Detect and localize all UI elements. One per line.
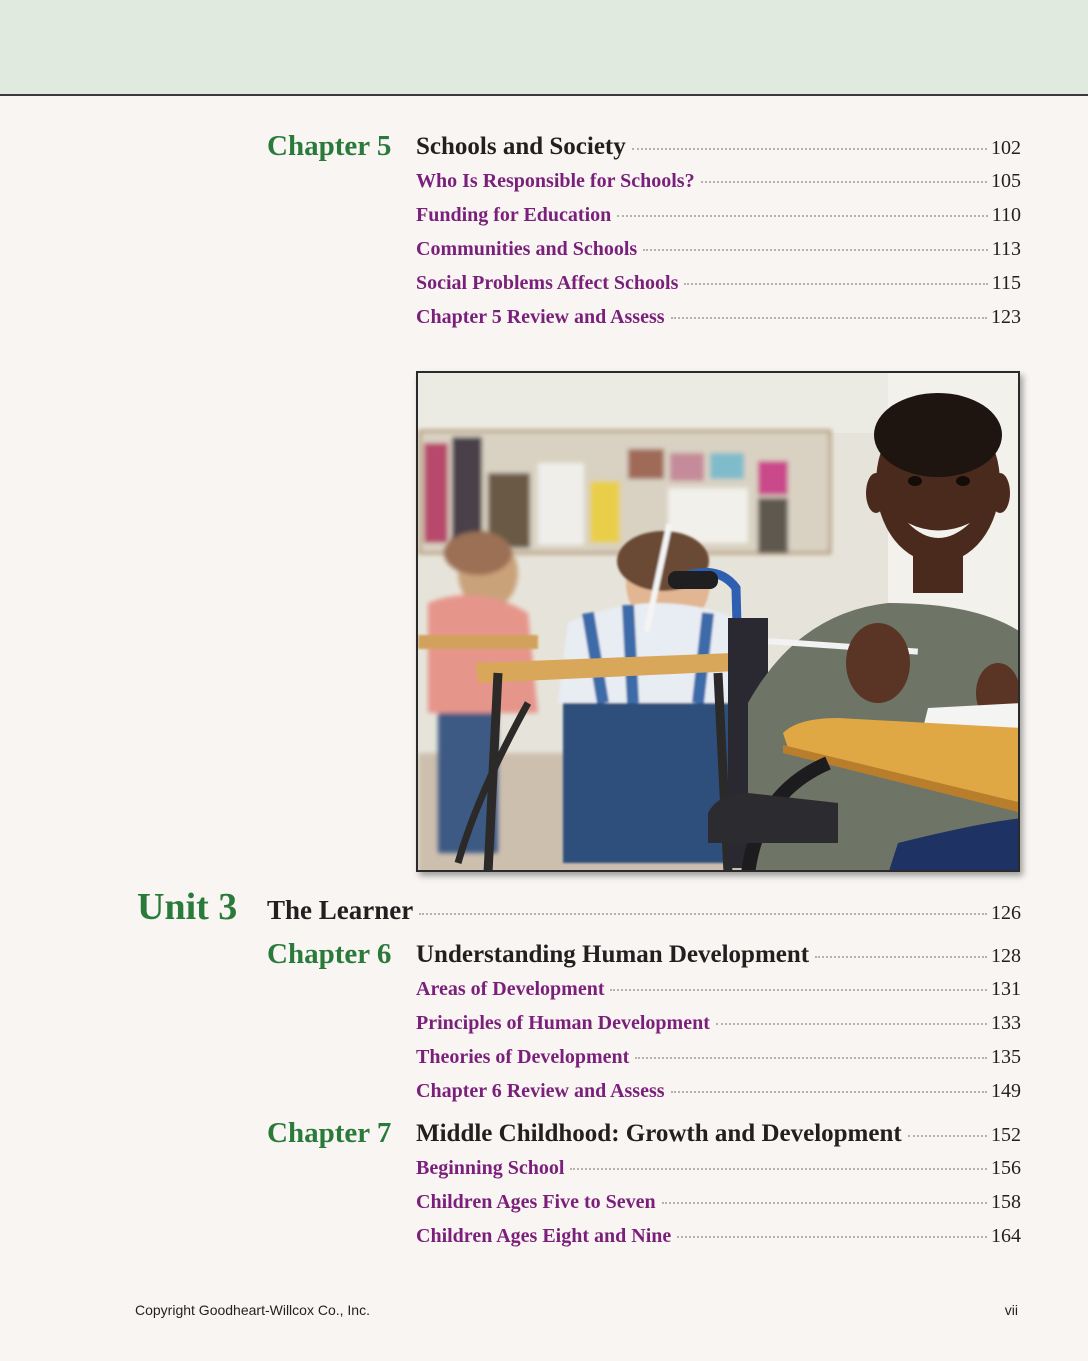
toc-entry-chapter-5[interactable] — [416, 133, 1021, 161]
classroom-photo-illustration — [418, 373, 1020, 872]
dot-leader — [635, 1057, 987, 1059]
dot-leader — [671, 317, 987, 319]
chapter-title: Understanding Human Development — [416, 941, 810, 968]
section-title: Areas of Development — [416, 978, 605, 1000]
copyright-notice: Copyright Goodheart-Willcox Co., Inc. — [135, 1302, 370, 1318]
dot-leader — [662, 1202, 987, 1204]
section-title: Beginning School — [416, 1157, 565, 1179]
page-number: 126 — [991, 902, 1021, 924]
dot-leader — [610, 989, 987, 991]
toc-entry-section[interactable] — [416, 978, 1021, 1001]
dot-leader — [908, 1135, 987, 1137]
chapter-7-label: Chapter 7 — [267, 1117, 392, 1149]
page-number: 164 — [991, 1225, 1021, 1247]
dot-leader — [815, 956, 987, 958]
section-title: Chapter 5 Review and Assess — [416, 306, 665, 328]
toc-entry-section[interactable] — [416, 170, 1021, 193]
chapter-title: Schools and Society — [416, 133, 626, 160]
header-band — [0, 0, 1088, 96]
chapter-title: Middle Childhood: Growth and Development — [416, 1120, 902, 1147]
page-number: 135 — [991, 1046, 1021, 1068]
page-number: 152 — [991, 1124, 1021, 1146]
page-number: 131 — [991, 978, 1021, 1000]
page-number: 102 — [991, 137, 1021, 159]
section-title: Children Ages Five to Seven — [416, 1191, 656, 1213]
toc-entry-section[interactable] — [416, 1157, 1021, 1180]
section-title: Chapter 6 Review and Assess — [416, 1080, 665, 1102]
section-title: Social Problems Affect Schools — [416, 272, 679, 294]
toc-entry-section[interactable] — [416, 204, 1021, 227]
dot-leader — [671, 1091, 987, 1093]
dot-leader — [419, 913, 987, 915]
page-number: 105 — [991, 170, 1021, 192]
toc-entry-section[interactable] — [416, 238, 1021, 261]
toc-entry-unit-3[interactable] — [267, 895, 1021, 926]
section-title: Communities and Schools — [416, 238, 638, 260]
toc-entry-chapter-7[interactable] — [416, 1120, 1021, 1148]
page-number: 128 — [991, 945, 1021, 967]
dot-leader — [677, 1236, 987, 1238]
section-title: Theories of Development — [416, 1046, 630, 1068]
toc-entry-section[interactable] — [416, 272, 1021, 295]
dot-leader — [701, 181, 987, 183]
toc-entry-section[interactable] — [416, 306, 1021, 329]
toc-entry-chapter-6[interactable] — [416, 941, 1021, 969]
section-title: Children Ages Eight and Nine — [416, 1225, 672, 1247]
toc-entry-section[interactable] — [416, 1225, 1021, 1248]
dot-leader — [643, 249, 988, 251]
dot-leader — [570, 1168, 987, 1170]
section-title: Who Is Responsible for Schools? — [416, 170, 695, 192]
section-title: Funding for Education — [416, 204, 612, 226]
unit-title: The Learner — [267, 895, 414, 925]
classroom-photo — [416, 371, 1020, 872]
unit-3-label: Unit 3 — [137, 886, 238, 928]
section-title: Principles of Human Development — [416, 1012, 710, 1034]
toc-entry-section[interactable] — [416, 1191, 1021, 1214]
page-number: 133 — [991, 1012, 1021, 1034]
page-number: 156 — [991, 1157, 1021, 1179]
dot-leader — [684, 283, 987, 285]
page-number: 113 — [991, 238, 1021, 260]
page-number: 149 — [991, 1080, 1021, 1102]
chapter-6-label: Chapter 6 — [267, 938, 392, 970]
dot-leader — [716, 1023, 987, 1025]
page-number: 158 — [991, 1191, 1021, 1213]
chapter-5-label: Chapter 5 — [267, 130, 392, 162]
page-number: 123 — [991, 306, 1021, 328]
page-number: 110 — [991, 204, 1021, 226]
dot-leader — [632, 148, 987, 150]
page-number: 115 — [991, 272, 1021, 294]
toc-entry-section[interactable] — [416, 1012, 1021, 1035]
toc-entry-section[interactable] — [416, 1080, 1021, 1103]
dot-leader — [617, 215, 987, 217]
toc-entry-section[interactable] — [416, 1046, 1021, 1069]
folio-page-number: vii — [1004, 1302, 1018, 1318]
